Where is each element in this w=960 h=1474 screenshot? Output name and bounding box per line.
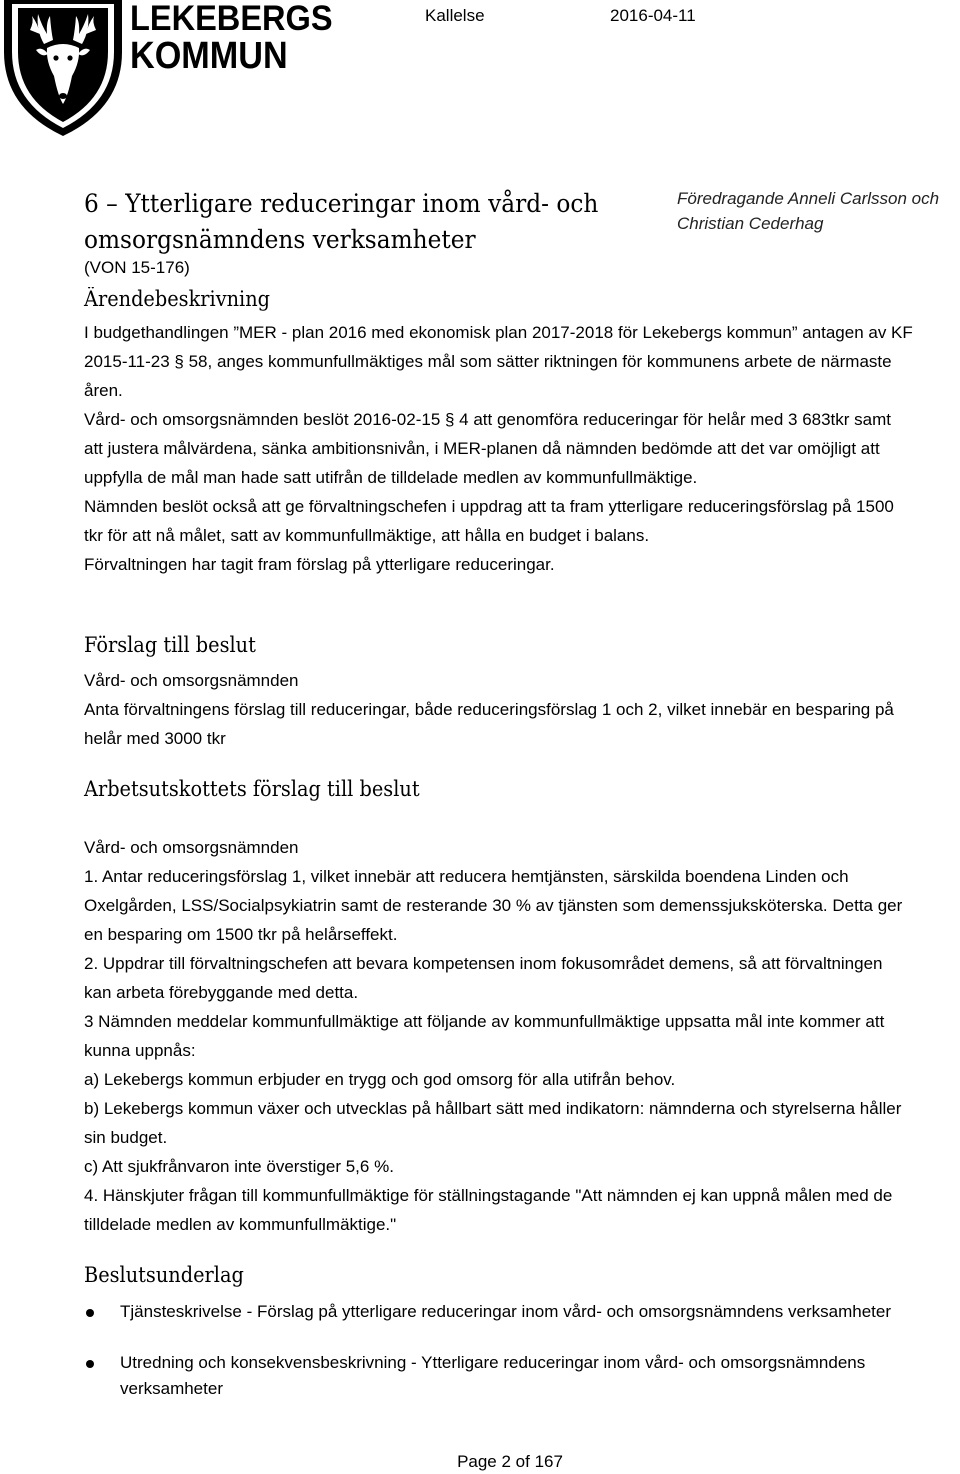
description-paragraph: Förvaltningen har tagit fram förslag på ytterligare reduceringar. xyxy=(84,555,555,574)
description-paragraph: Vård- och omsorgsnämnden beslöt 2016-02-15 § 4 att genomföra reduceringar för helår med 3 683tkr samt att justera målvärdena, sänka ambitionsnivån, i MER-planen då nämnden bedömde att det var omöjligt att uppfylla de mål man hade satt utifrån de tilldelade medlen av kommunfullmäktige. xyxy=(84,410,892,487)
committee-line: 3 Nämnden meddelar kommunfullmäktige att följande av kommunfullmäktige uppsatta mål inte kommer att kunna uppnås: xyxy=(84,1012,885,1060)
page-number: Page 2 of 167 xyxy=(457,1452,563,1471)
proposal-decision: Anta förvaltningens förslag till reduceringar, både reduceringsförslag 1 och 2, vilket innebär en besparing på helår med 3000 tkr xyxy=(84,700,894,748)
agenda-item-title: 6 – Ytterligare reduceringar inom vård- och omsorgsnämndens verksamheter xyxy=(84,189,599,254)
committee-line: 1. Antar reduceringsförslag 1, vilket innebär att reducera hemtjänsten, särskilda boendena Linden och Oxelgården, LSS/Socialpsykiatrin samt de resterande 30 % av tjänsten som demenssjuksköterska. Detta ger en besparing om 1500 tkr på helårseffekt. xyxy=(84,867,903,944)
document-type: Kallelse xyxy=(425,6,485,25)
brand-name-line2: KOMMUN xyxy=(130,35,288,77)
description-text xyxy=(84,318,914,579)
section-heading-description: Ärendebeskrivning xyxy=(84,287,271,311)
brand-name-line1: LEKEBERGS xyxy=(130,0,333,38)
basis-item-text: Tjänsteskrivelse - Förslag på ytterligare reduceringar inom vård- och omsorgsnämndens verksamheter xyxy=(120,1302,891,1321)
committee-line: c) Att sjukfrånvaron inte överstiger 5,6 %. xyxy=(84,1157,394,1176)
section-heading-proposal: Förslag till beslut xyxy=(84,633,256,657)
committee-body: Vård- och omsorgsnämnden xyxy=(84,838,299,857)
presenter-note: Föredragande Anneli Carlsson och Christian Cederhag xyxy=(677,189,940,233)
section-heading-committee: Arbetsutskottets förslag till beslut xyxy=(84,777,420,801)
document-date: 2016-04-11 xyxy=(610,6,696,25)
description-paragraph: I budgethandlingen ”MER - plan 2016 med ekonomisk plan 2017-2018 för Lekebergs kommun” antagen av KF 2015-11-23 § 58, anges kommunfullmäktiges mål som sätter riktningen för kommunens arbete de närmaste åren. xyxy=(84,323,913,400)
committee-line: b) Lekebergs kommun växer och utvecklas på hållbart sätt med indikatorn: nämnderna och styrelserna håller sin budget. xyxy=(84,1099,902,1147)
committee-text xyxy=(84,833,914,1239)
committee-line: a) Lekebergs kommun erbjuder en trygg och god omsorg för alla utifrån behov. xyxy=(84,1070,676,1089)
municipality-crest-icon xyxy=(0,0,125,140)
description-paragraph: Nämnden beslöt också att ge förvaltningschefen i uppdrag att ta fram ytterligare reduceringsförslag på 1500 tkr för att nå målet, satt av kommunfullmäktige, att hålla en budget i balans. xyxy=(84,497,894,545)
page-footer xyxy=(0,1452,960,1472)
proposal-text xyxy=(84,666,914,753)
case-reference: (VON 15-176) xyxy=(84,258,190,277)
basis-list-item xyxy=(120,1350,910,1402)
committee-line: 4. Hänskjuter frågan till kommunfullmäktige för ställningstagande "Att nämnden ej kan uppnå målen med de tilldelade medlen av kommunfullmäktige." xyxy=(84,1186,893,1234)
committee-line: 2. Uppdrar till förvaltningschefen att bevara kompetensen inom fokusområdet demens, så att förvaltningen kan arbeta förebyggande med detta. xyxy=(84,954,883,1002)
section-heading-basis: Beslutsunderlag xyxy=(84,1263,244,1287)
basis-list-item xyxy=(120,1299,910,1325)
bullet-icon xyxy=(86,1309,94,1317)
basis-item-text: Utredning och konsekvensbeskrivning - Ytterligare reduceringar inom vård- och omsorgsnämndens verksamheter xyxy=(120,1353,866,1398)
bullet-icon xyxy=(86,1360,94,1368)
proposal-body: Vård- och omsorgsnämnden xyxy=(84,671,299,690)
